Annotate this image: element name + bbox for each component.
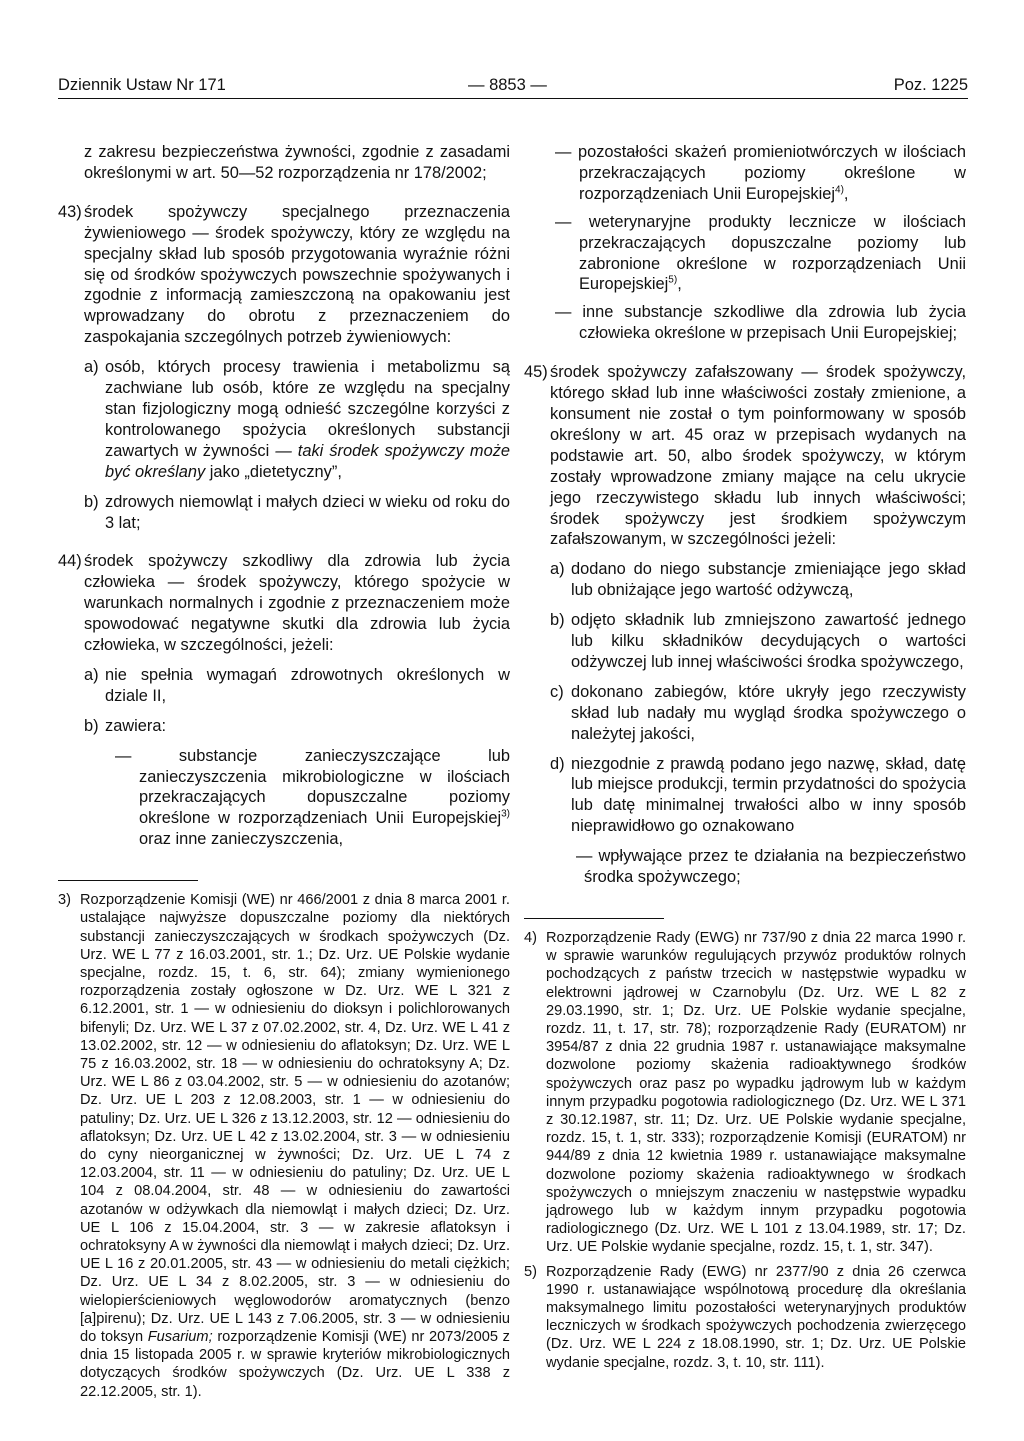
subitem-text: zdrowych niemowląt i małych dzieci w wieku od roku do 3 lat; <box>105 492 510 532</box>
item-number: 44) <box>58 552 82 571</box>
subitem-label: a) <box>84 665 99 684</box>
page-number: — 8853 — <box>468 76 547 94</box>
subitem-label: b) <box>84 492 99 511</box>
dash-item: — substancje zanieczyszczające lub zanieczyszczenia mikrobiologiczne w ilościach przekraczających dopuszczalne poziomy określone w rozporządzeniach Unii Europejskiej$^{3)}$ oraz inne zanieczyszczenia, <box>115 746 510 849</box>
subitem-text: dodano do niego substancje zmieniające jego skład lub obniżające jego wartość odżywczą, <box>571 560 966 600</box>
footnote-mark: 3) <box>58 892 71 909</box>
subitem-a <box>550 559 966 601</box>
footnote-mark: 4) <box>524 930 537 946</box>
subitem-italic: — taki środek spożywczy może być określany <box>105 441 511 481</box>
subitem-b <box>550 610 966 673</box>
subitem-label: d) <box>550 754 565 773</box>
left-column <box>58 142 510 1407</box>
item-number: 45) <box>524 363 548 382</box>
dash-item: — pozostałości skażeń promieniotwórczych w ilościach przekraczających poziomy określone w rozporządzeniach Unii Europejskiej$^{4)}$, <box>555 143 966 203</box>
footnote-mark: 5) <box>524 1263 537 1280</box>
position-number: Poz. 1225 <box>893 76 968 94</box>
footnote-text: Rozporządzenie Komisji (WE) nr 466/2001 z dnia 8 marca 2001 r. ustalające najwyższe dopuszczalne poziomy dla niektórych substancji zanieczyszczających w środkach spożywczych (Dz. Urz. WE L 77 z 16.03.2001, str. 1.; Dz. Urz. UE Polskie wydanie specjalne, rozdz. 15, t. 6, str. 64); zmiany wymienionego rozporządzenia zostały ogłoszone w Dz. Urz. WE L 321 z 6.12.2001, str. 1 — w odniesieniu do dioksyn i polichlorowanych bifenyli; Dz. Urz. WE L 37 z 07.02.2002, str. 4, Dz. Urz. WE L 41 z 13.02.2002, str. 12 — w odniesieniu do aflatoksyn; Dz. Urz. WE L 75 z 16.03.2002, str. 18 — w odniesieniu do ochratoksyny A; Dz. Urz. WE L 86 z 03.04.2002, str. 5 — w odniesieniu do azotanów; Dz. Urz. UE L 203 z 12.08.2003, str. 1 — w odniesieniu do patuliny; Dz. Urz. UE L 326 z 13.12.2003, str. 12 — odniesieniu do aflatoksyn; Dz. Urz. UE L 42 z 13.02.2004, str. 3 — w odniesieniu do cyny nieorganicznej w żywności; Dz. Urz. UE L 74 z 12.03.2004, str. 11 — w odniesieniu do patuliny; Dz. Urz. UE L 104 z 08.04.2004, str. 48 — w odniesieniu do zawartości azotanów w odżywkach dla niemowląt i małych dzieci; Dz. Urz. UE L 106 z 15.04.2004, str. 3 — w zakresie aflatoksyn i ochratoksyny A w żywności dla niemowląt i małych dzieci; Dz. Urz. UE L 16 z 20.01.2005, str. 43 — w odniesieniu do metali ciężkich; Dz. Urz. UE L 34 z 8.02.2005, str. 3 — w odniesieniu do wielopierścieniowych węglowodorów aromatycznych (benzo [a]pirenu); Dz. Urz. UE L 143 z 7.06.2005, str. 3 — w odniesieniu do toksyn Fusarium; rozporządzenie Komisji (WE) nr 2073/2005 z dnia 15 listopada 2005 r. w sprawie kryteriów mikrobiologicznych dotyczących środków spożywczych (Dz. Urz. UE L 338 z 22.12.2005, str. 1). <box>80 892 510 1400</box>
subitem-a <box>84 357 510 482</box>
subitem-a <box>84 665 510 707</box>
footnote-rule <box>58 880 198 881</box>
footnote-4 <box>524 929 966 1257</box>
item-text: środek spożywczy zafałszowany — środek spożywczy, którego skład lub inne właściwości zostały zmienione, a konsument nie został o tym poinformowany w sposób określony w art. 45 oraz w przepisach wydanych na podstawie art. 50, albo środek spożywczy, w którym zostały wprowadzone zmiany mające na celu ukrycie jego rzeczywistego składu lub innych właściwości; środek spożywczy jest środkiem spożywczym zafałszowanym, w szczególności jeżeli: <box>550 363 966 549</box>
dash-item: — inne substancje szkodliwe dla zdrowia lub życia człowieka określone w przepisach Unii Europejskiej; <box>555 303 966 343</box>
footnote-text: Rozporządzenie Rady (EWG) nr 2377/90 z dnia 26 czerwca 1990 r. ustanawiające wspólnotową procedurę dla określania maksymalnego limitu pozostałości weterynaryjnych produktów leczniczych w środkach spożywczych pochodzenia zwierzęcego (Dz. Urz. WE L 224 z 18.08.1990, str. 1; Dz. Urz. UE Polskie wydanie specjalne, rozdz. 3, t. 10, str. 111). <box>546 1263 966 1371</box>
subitem-d <box>550 754 966 838</box>
item-45 <box>524 362 966 888</box>
footnote-text: Rozporządzenie Rady (EWG) nr 737/90 z dnia 22 marca 1990 r. w sprawie warunków regulujących przywóz produktów rolnych pochodzących z państw trzecich w następstwie wypadku w elektrowni jądrowej w Czarnobylu (Dz. Urz. WE L 82 z 29.03.1990, str. 1; Dz. Urz. UE Polskie wydanie specjalne, rozdz. 11, t. 17, str. 78); rozporządzenie Rady (EURATOM) nr 3954/87 z dnia 22 grudnia 1987 r. ustanawiające maksymalne dozwolone poziomy skażenia radioaktywnego środków spożywczych oraz pasz po wypadku jądrowym lub w każdym innym przypadku pogotowia radiologicznego (Dz. Urz. WE L 371 z 30.12.1987, str. 11; Dz. Urz. UE Polskie wydanie specjalne, rozdz. 15, t. 1, str. 333); rozporządzenie Komisji (EURATOM) nr 944/89 z dnia 12 kwietnia 1989 r. ustanawiające maksymalne dozwolone poziomy skażenia radioaktywnego w środkach spożywczych o mniejszym znaczeniu w następstwie wypadku jądrowego lub w każdym innym przypadku pogotowia radiologicznego (Dz. Urz. WE L 101 z 13.04.1989, str. 17; Dz. Urz. UE Polskie wydanie specjalne, rozdz. 15, t. 1, str. 347). <box>546 930 966 1256</box>
footnote-rule <box>524 918 664 919</box>
footnote-5 <box>524 1263 966 1372</box>
item-text: środek spożywczy specjalnego przeznaczenia żywieniowego — środek spożywczy, który ze względu na specjalny skład lub sposób przygotowania wyraźnie różni się od środków spożywczych powszechnie spożywanych i zgodnie z informacją zamieszczoną na opakowaniu jest wprowadzany do obrotu z przeznaczeniem do zaspokajania szczególnych potrzeb żywieniowych: <box>84 202 510 347</box>
subitem-label: b) <box>84 716 99 735</box>
subitem-label: c) <box>550 682 564 701</box>
right-column <box>524 142 966 1378</box>
intro-paragraph: z zakresu bezpieczeństwa żywności, zgodnie z zasadami określonymi w art. 50—52 rozporządzenia nr 178/2002; <box>84 143 510 182</box>
subitem-text: niezgodnie z prawdą podano jego nazwę, skład, datę lub miejsce produkcji, termin przydatności do spożycia lub datę minimalnej trwałości albo w inny sposób nieprawidłowo go oznakowano <box>571 754 966 836</box>
subitem-b <box>84 492 510 534</box>
subitem-label: a) <box>84 358 99 377</box>
item-number: 43) <box>58 202 82 221</box>
subitem-text: osób, których procesy trawienia i metabolizmu są zachwiane lub osób, które ze względu na specjalny stan fizjologiczny mogą odnieść szczególne korzyści z kontrolowanego spożycia określonych substancji zawartych w żywności — taki środek spożywczy może być określany jako „dietetyczny”, <box>105 358 511 481</box>
subitem-label: b) <box>550 611 565 630</box>
subitem-label: a) <box>550 560 565 579</box>
footnote-3 <box>58 891 510 1401</box>
subitem-text: zawiera: <box>105 716 167 735</box>
item-43 <box>58 202 510 534</box>
subitem-c <box>550 682 966 745</box>
page-header <box>58 74 968 99</box>
item-44 <box>58 551 510 850</box>
item-tail: — wpływające przez te działania na bezpieczeństwo środka spożywczego; <box>576 847 966 887</box>
item-text: środek spożywczy szkodliwy dla zdrowia lub życia człowieka — środek spożywczy, którego spożycie w warunkach normalnych i zgodnie z przeznaczeniem może spowodować negatywne skutki dla zdrowia lub życia człowieka, w szczególności, jeżeli: <box>84 552 510 655</box>
subitem-text: odjęto składnik lub zmniejszono zawartość jednego lub kilku składników decydujących o wartości odżywczej lub innej właściwości środka spożywczego, <box>571 611 966 671</box>
journal-title: Dziennik Ustaw Nr 171 <box>58 76 226 94</box>
subitem-text: nie spełnia wymagań zdrowotnych określonych w dziale II, <box>105 665 510 705</box>
dash-item: — weterynaryjne produkty lecznicze w ilościach przekraczających dopuszczalne poziomy lub zabronione określone w rozporządzeniach Unii Europejskiej$^{5)}$, <box>555 212 966 294</box>
subitem-text: dokonano zabiegów, które ukryły jego rzeczywisty skład lub nadały mu wygląd środka spożywczego o należytej jakości, <box>571 682 966 743</box>
subitem-b <box>84 716 510 737</box>
